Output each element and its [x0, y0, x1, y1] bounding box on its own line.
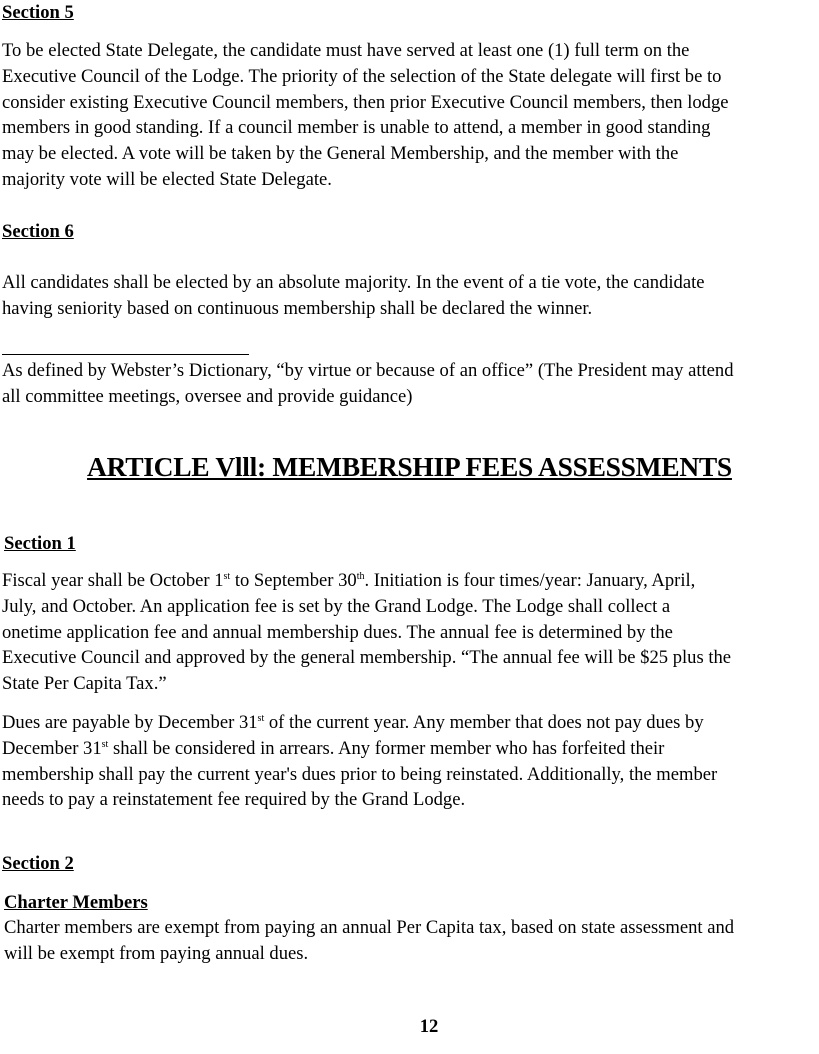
paragraph-line: State Per Capita Tax.” [2, 673, 167, 695]
charter-members-body [4, 915, 734, 967]
article-title: ARTICLE Vlll: MEMBERSHIP FEES ASSESSMENTS [87, 451, 732, 482]
section-5-line: Executive Council of the Lodge. The priority of the selection of the State delegate will first be to [2, 65, 722, 87]
page-number: 12 [419, 1016, 439, 1037]
charter-members-line: Charter members are exempt from paying an annual Per Capita tax, based on state assessment and [4, 917, 735, 938]
footnote [2, 358, 734, 410]
section-5-line: consider existing Executive Council members, then prior Executive Council members, then lodge [2, 91, 729, 113]
paragraph-line: Fiscal year shall be October 1st to September 30th. Initiation is four times/year: January, April, [2, 570, 696, 591]
section-5-line: may be elected. A vote will be taken by the General Membership, and the member with the [2, 143, 679, 165]
footnote-line: all committee meetings, oversee and provide guidance) [2, 385, 413, 407]
article-section-1-heading: Section 1 [4, 533, 76, 554]
paragraph-line: needs to pay a reinstatement fee required by the Grand Lodge. [2, 789, 466, 811]
article-section-1-paragraph-1 [2, 568, 731, 697]
paragraph-line: December 31st shall be considered in arrears. Any former member who has forfeited their [2, 737, 665, 759]
section-5-body [2, 38, 729, 193]
section-6-line: All candidates shall be elected by an absolute majority. In the event of a tie vote, the candidate [2, 272, 705, 293]
section-5-line: members in good standing. If a council member is unable to attend, a member in good standing [2, 117, 711, 139]
paragraph-line: July, and October. An application fee is set by the Grand Lodge. The Lodge shall collect a [2, 595, 671, 617]
paragraph-line: Executive Council and approved by the general membership. “The annual fee will be $25 plus the [2, 647, 732, 669]
charter-members-heading: Charter Members [4, 892, 148, 913]
footnote-line: As defined by Webster’s Dictionary, “by virtue or because of an office” (The President may attend [2, 360, 734, 381]
paragraph-line: membership shall pay the current year's dues prior to being reinstated. Additionally, the member [2, 763, 718, 785]
paragraph-line: Dues are payable by December 31st of the current year. Any member that does not pay dues by [2, 712, 704, 733]
article-section-1-paragraph-2 [2, 710, 717, 813]
section-5-heading: Section 5 [2, 2, 74, 23]
footnote-rule [2, 354, 249, 355]
article-section-2-heading: Section 2 [2, 853, 74, 874]
section-6-heading: Section 6 [2, 221, 74, 242]
section-6-line: having seniority based on continuous membership shall be declared the winner. [2, 297, 593, 319]
paragraph-line: onetime application fee and annual membership dues. The annual fee is determined by the [2, 621, 673, 643]
section-5-line: To be elected State Delegate, the candidate must have served at least one (1) full term on the [2, 40, 690, 61]
section-6-body [2, 270, 705, 322]
section-5-line: majority vote will be elected State Delegate. [2, 168, 332, 190]
charter-members-line: will be exempt from paying annual dues. [4, 942, 309, 964]
